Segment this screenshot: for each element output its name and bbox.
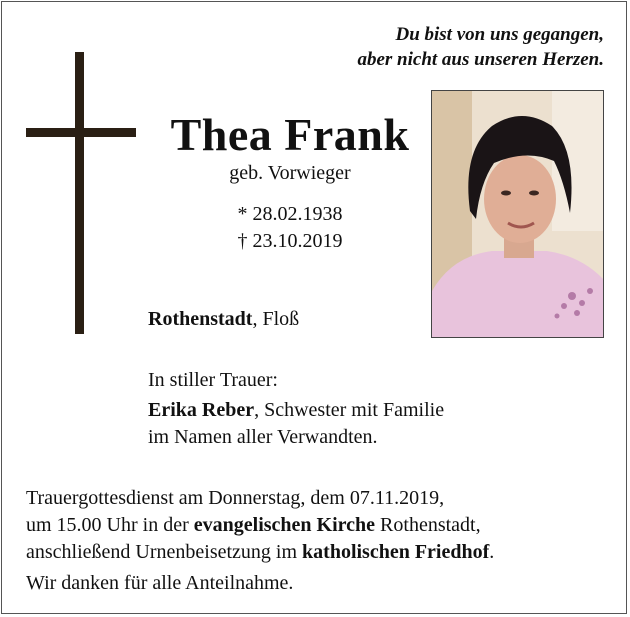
cross-vertical-bar bbox=[75, 52, 84, 334]
death-date: † 23.10.2019 bbox=[237, 230, 343, 252]
service-line-2-text: um 15.00 Uhr in der bbox=[26, 514, 194, 536]
residence bbox=[148, 306, 299, 332]
motto bbox=[357, 22, 604, 72]
birth-date: * 28.02.1938 bbox=[237, 203, 343, 225]
motto-line-2: aber nicht aus unseren Herzen. bbox=[357, 49, 604, 70]
mourner-name: Erika Reber bbox=[148, 399, 255, 421]
cemetery-name: katholischen Friedhof bbox=[302, 541, 490, 563]
service-line-1: Trauergottesdienst am Donnerstag, dem 07.11.2019, bbox=[26, 487, 445, 509]
cross-horizontal-bar bbox=[26, 128, 136, 137]
portrait-photo bbox=[431, 90, 604, 338]
thanks-line: Wir danken für alle Anteilnahme. bbox=[26, 572, 294, 594]
service-line-2-town: Rothenstadt, bbox=[375, 514, 481, 536]
mourner-relation: , Schwester mit Familie bbox=[254, 399, 445, 421]
mourning-intro: In stiller Trauer: bbox=[148, 369, 278, 391]
maiden-name: geb. Vorwieger bbox=[229, 162, 351, 184]
residence-town: Rothenstadt bbox=[148, 308, 253, 330]
service-line-2 bbox=[26, 512, 481, 538]
mourner-line bbox=[148, 397, 444, 423]
deceased-name: Thea Frank bbox=[170, 109, 410, 160]
residence-rest: , Floß bbox=[252, 308, 300, 330]
service-line-3-end: . bbox=[489, 541, 495, 563]
service-line-3-text: anschließend Urnenbeisetzung im bbox=[26, 541, 303, 563]
relatives-line: im Namen aller Verwandten. bbox=[148, 426, 378, 448]
church-name: evangelischen Kirche bbox=[193, 514, 376, 536]
motto-line-1: Du bist von uns gegangen, bbox=[395, 24, 604, 45]
service-line-3 bbox=[26, 539, 494, 565]
